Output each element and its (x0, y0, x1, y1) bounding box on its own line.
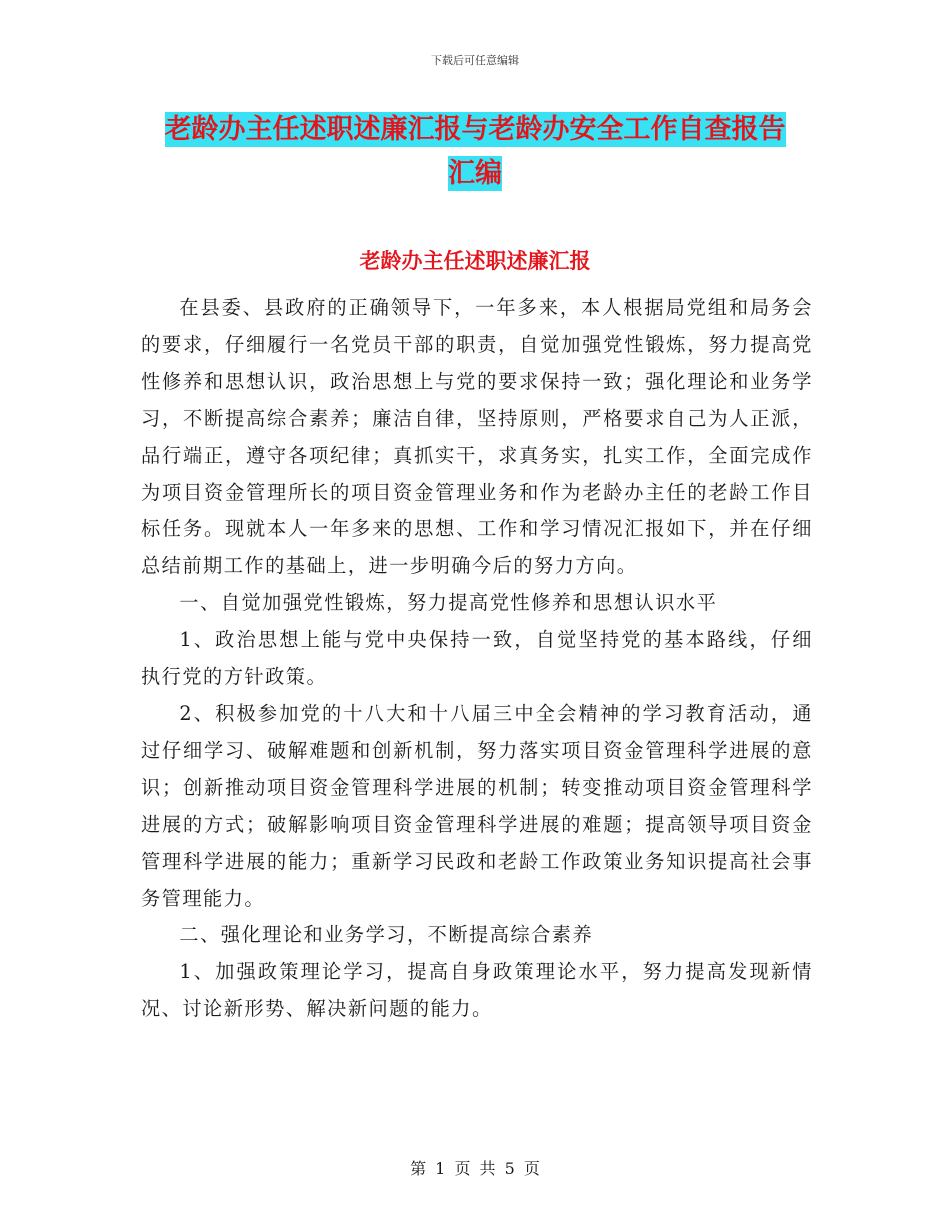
paragraph-1-1: 1、政治思想上能与党中央保持一致，自觉坚持党的基本路线，仔细执行党的方针政策。 (141, 628, 813, 689)
paragraph-2-1: 1、加强政策理论学习，提高自身政策理论水平，努力提高发现新情况、讨论新形势、解决新问题的能力。 (141, 960, 813, 1021)
page-number-footer: 第 1 页 共 5 页 (410, 1159, 540, 1178)
paragraph-intro: 在县委、县政府的正确领导下，一年多来，本人根据局党组和局务会的要求，仔细履行一名党员干部的职责，自觉加强党性锻炼，努力提高党性修养和思想认识，政治思想上与党的要求保持一致；强化理论和业务学习，不断提高综合素养；廉洁自律，坚持原则，严格要求自己为人正派，品行端正，遵守各项纪律；真抓实干，求真务实，扎实工作，全面完成作为项目资金管理所长的项目资金管理业务和作为老龄办主任的老龄工作目标任务。现就本人一年多来的思想、工作和学习情况汇报如下，并在仔细总结前期工作的基础上，进一步明确今后的努力方向。 (141, 296, 813, 578)
document-title-line-1: 老龄办主任述职述廉汇报与老龄办安全工作自查报告 (164, 114, 786, 145)
document-title-line-2: 汇编 (448, 158, 502, 189)
heading-section-1: 一、自觉加强党性锻炼，努力提高党性修养和思想认识水平 (179, 591, 718, 615)
document-body (141, 290, 813, 1028)
paragraph-1-2: 2、积极参加党的十八大和十八届三中全会精神的学习教育活动，通过仔细学习、破解难题和创新机制，努力落实项目资金管理科学进展的意识；创新推动项目资金管理科学进展的机制；转变推动项目资金管理科学进展的方式；破解影响项目资金管理科学进展的难题；提高领导项目资金管理科学进展的能力；重新学习民政和老龄工作政策业务知识提高社会事务管理能力。 (141, 701, 813, 910)
header-note: 下载后可任意编辑 (431, 54, 519, 67)
section-title: 老龄办主任述职述廉汇报 (359, 249, 591, 273)
document-title (140, 108, 810, 196)
heading-section-2: 二、强化理论和业务学习，不断提高综合素养 (179, 923, 594, 947)
